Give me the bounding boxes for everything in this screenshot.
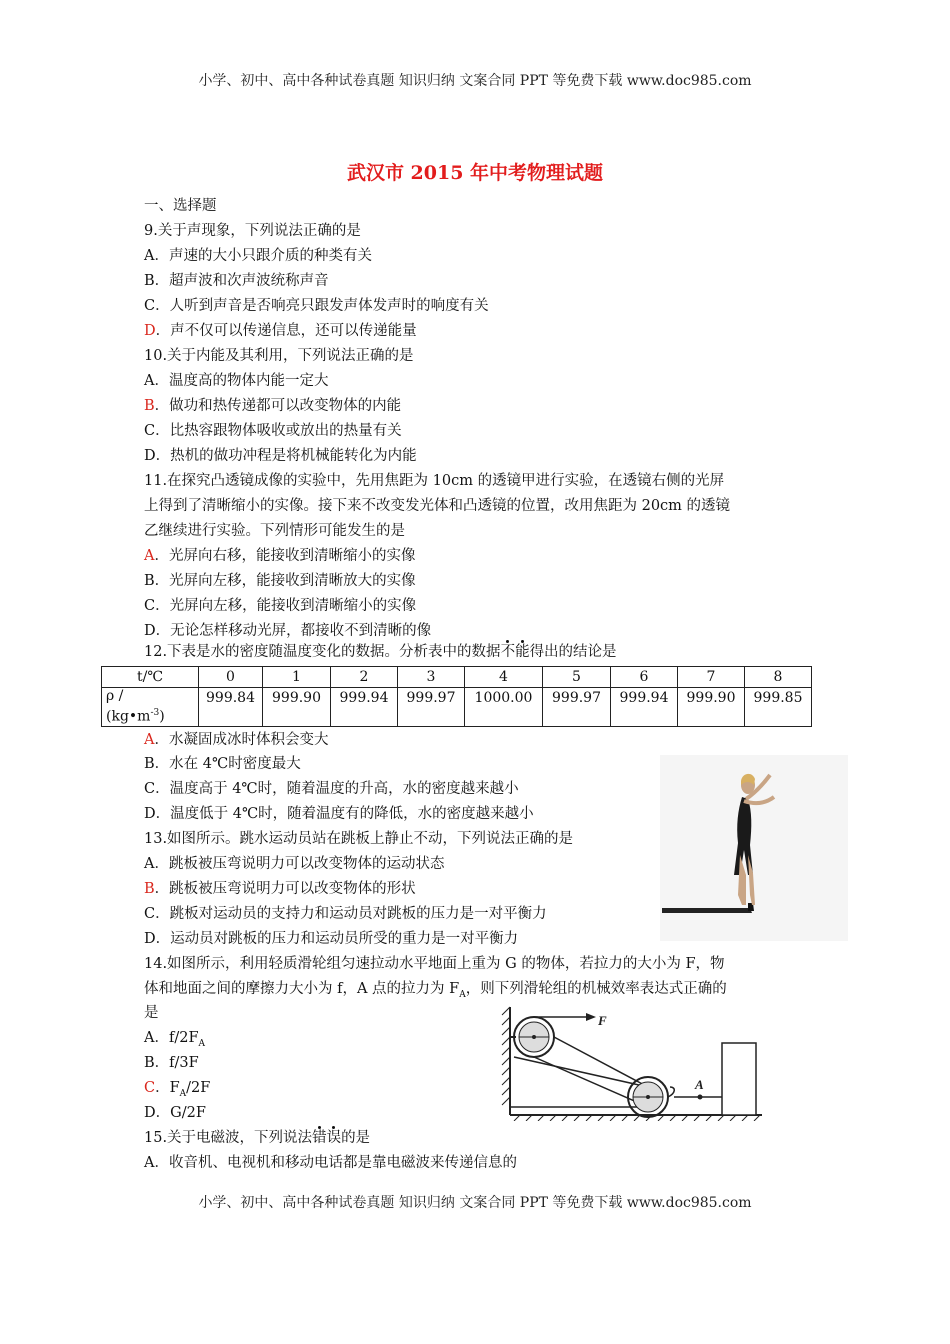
- page-footer: 小学、初中、高中各种试卷真题 知识归纳 文案合同 PPT 等免费下载 www.doc985.com: [198, 1195, 752, 1211]
- q9-option-c: C．人听到声音是否响亮只跟发声体发声时的响度有关: [144, 298, 489, 314]
- q13-stem: 13.如图所示。跳水运动员站在跳板上静止不动，下列说法正确的是: [144, 831, 574, 847]
- q15-stem: [144, 1126, 370, 1150]
- subscript: A: [459, 989, 466, 1000]
- q14-stem-line1: 14.如图所示，利用轻质滑轮组匀速拉动水平地面上重为 G 的物体，若拉力的大小为 F，物: [144, 956, 725, 972]
- point-a-label: A: [695, 1077, 704, 1092]
- table-cell: 0: [199, 667, 263, 688]
- table-row: [102, 688, 812, 727]
- table-cell: 999.97: [543, 688, 611, 727]
- subscript: A: [198, 1038, 206, 1049]
- table-cell: 999.90: [263, 688, 331, 727]
- q9-option-d: [144, 319, 417, 343]
- option-text: ．声不仅可以传递信息，还可以传递能量: [155, 323, 417, 339]
- q11-option-d: D．无论怎样移动光屏，都接收不到清晰的像: [144, 623, 432, 639]
- answer-mark: A: [144, 732, 155, 748]
- q10-option-d: D．热机的做功冲程是将机械能转化为内能: [144, 448, 417, 464]
- table-cell: 999.90: [678, 688, 745, 727]
- option-text: A．f/2F: [144, 1030, 199, 1046]
- emphasis-char: 误: [326, 1130, 342, 1146]
- q14-option-b: B．f/3F: [144, 1055, 199, 1071]
- table-cell: 3: [398, 667, 465, 688]
- q13-option-c: C．跳板对运动员的支持力和运动员对跳板的压力是一对平衡力: [144, 906, 547, 922]
- q13-option-a: A．跳板被压弯说明力可以改变物体的运动状态: [144, 856, 445, 872]
- option-text: ．做功和热传递都可以改变物体的内能: [154, 398, 402, 414]
- table-row: [102, 667, 812, 688]
- stem-text: 12.下表是水的密度随温度变化的数据。分析表中的数据: [144, 644, 501, 660]
- q10-option-a: A．温度高的物体内能一定大: [144, 373, 329, 389]
- q13-option-d: D．运动员对跳板的压力和运动员所受的重力是一对平衡力: [144, 931, 519, 947]
- answer-mark: B: [144, 398, 155, 414]
- option-text: ．跳板被压弯说明力可以改变物体的形状: [154, 881, 416, 897]
- q12-option-b: B．水在 4℃时密度最大: [144, 756, 301, 772]
- q13-option-b: [144, 877, 416, 901]
- q12-option-c: C．温度高于 4℃时，随着温度的升高，水的密度越来越小: [144, 781, 519, 797]
- option-text: ．水凝固成冰时体积会变大: [154, 732, 329, 748]
- q11-option-b: B．光屏向左移，能接收到清晰放大的实像: [144, 573, 416, 589]
- table-cell: 4: [465, 667, 543, 688]
- table-cell: 8: [745, 667, 812, 688]
- answer-mark: D: [144, 323, 156, 339]
- section-heading: 一、选择题: [144, 198, 217, 214]
- q10-option-b: [144, 394, 401, 418]
- answer-mark: A: [144, 548, 155, 564]
- q15-option-a: A．收音机、电视机和移动电话都是靠电磁波来传递信息的: [144, 1155, 517, 1171]
- diver-illustration: [660, 755, 848, 941]
- q12-option-d: D．温度低于 4℃时，随着温度有的降低，水的密度越来越小: [144, 806, 534, 822]
- table-cell: 6: [611, 667, 678, 688]
- diver-figure: [660, 755, 848, 941]
- q11-stem-line2: 上得到了清晰缩小的实像。接下来不改变发光体和凸透镜的位置，改用焦距为 20cm 的透镜: [144, 498, 731, 514]
- density-table: [101, 666, 812, 727]
- q11-option-c: C．光屏向左移，能接收到清晰缩小的实像: [144, 598, 417, 614]
- q12-option-a: [144, 728, 328, 752]
- answer-mark: B: [144, 881, 155, 897]
- stem-text: 得出的结论是: [529, 644, 617, 660]
- q10-option-c: C．比热容跟物体吸收或放出的热量有关: [144, 423, 402, 439]
- emphasis-char: 不: [500, 644, 516, 660]
- stem-text: 15.关于电磁波，下列说法: [144, 1130, 313, 1146]
- row-header-line: (kg•m: [106, 708, 151, 725]
- page-header: 小学、初中、高中各种试卷真题 知识归纳 文案合同 PPT 等免费下载 www.doc985.com: [198, 73, 752, 89]
- pulley-diagram: [500, 1003, 770, 1121]
- table-cell: 999.84: [199, 688, 263, 727]
- emphasis-char: 错: [312, 1130, 327, 1146]
- q11-option-a: [144, 544, 415, 568]
- pulley-figure: [500, 1003, 770, 1121]
- table-cell: 999.94: [331, 688, 398, 727]
- row-header: [102, 688, 199, 727]
- option-text: ．F: [155, 1080, 180, 1096]
- q11-stem-line1: 11.在探究凸透镜成像的实验中，先用焦距为 10cm 的透镜甲进行实验，在透镜右侧的光屏: [144, 473, 725, 489]
- option-text: ．光屏向右移，能接收到清晰缩小的实像: [154, 548, 416, 564]
- stem-text: 的是: [341, 1130, 371, 1146]
- emphasis-char: 能: [515, 644, 530, 660]
- stem-text: ，则下列滑轮组的机械效率表达式正确的: [465, 981, 727, 997]
- table-cell: 1000.00: [465, 688, 543, 727]
- force-f-label: F: [598, 1013, 607, 1028]
- q9-stem: 9.关于声现象，下列说法正确的是: [144, 223, 361, 239]
- table-cell: 999.85: [745, 688, 812, 727]
- row-header-line: ρ /: [106, 688, 124, 704]
- table-cell: 999.97: [398, 688, 465, 727]
- table-cell: 1: [263, 667, 331, 688]
- superscript: -3: [150, 708, 160, 718]
- subscript: A: [179, 1088, 187, 1099]
- table-cell: 999.94: [611, 688, 678, 727]
- q9-option-a: A．声速的大小只跟介质的种类有关: [144, 248, 372, 264]
- table-cell: 7: [678, 667, 745, 688]
- q14-option-d: D．G/2F: [144, 1105, 206, 1121]
- q10-stem: 10.关于内能及其利用，下列说法正确的是: [144, 348, 414, 364]
- q14-stem-line3: 是: [144, 1005, 159, 1021]
- q9-option-b: B．超声波和次声波统称声音: [144, 273, 329, 289]
- page-title: 武汉市 2015 年中考物理试题: [346, 162, 604, 184]
- table-cell: 5: [543, 667, 611, 688]
- stem-text: 体和地面之间的摩擦力大小为 f，A 点的拉力为 F: [144, 981, 460, 997]
- q11-stem-line3: 乙继续进行实验。下列情形可能发生的是: [144, 523, 405, 539]
- row-header-line: ): [159, 708, 165, 725]
- q12-stem: [144, 640, 617, 664]
- row-header: t/℃: [102, 667, 199, 688]
- option-text: /2F: [186, 1080, 211, 1096]
- answer-mark: C: [144, 1080, 156, 1096]
- table-cell: 2: [331, 667, 398, 688]
